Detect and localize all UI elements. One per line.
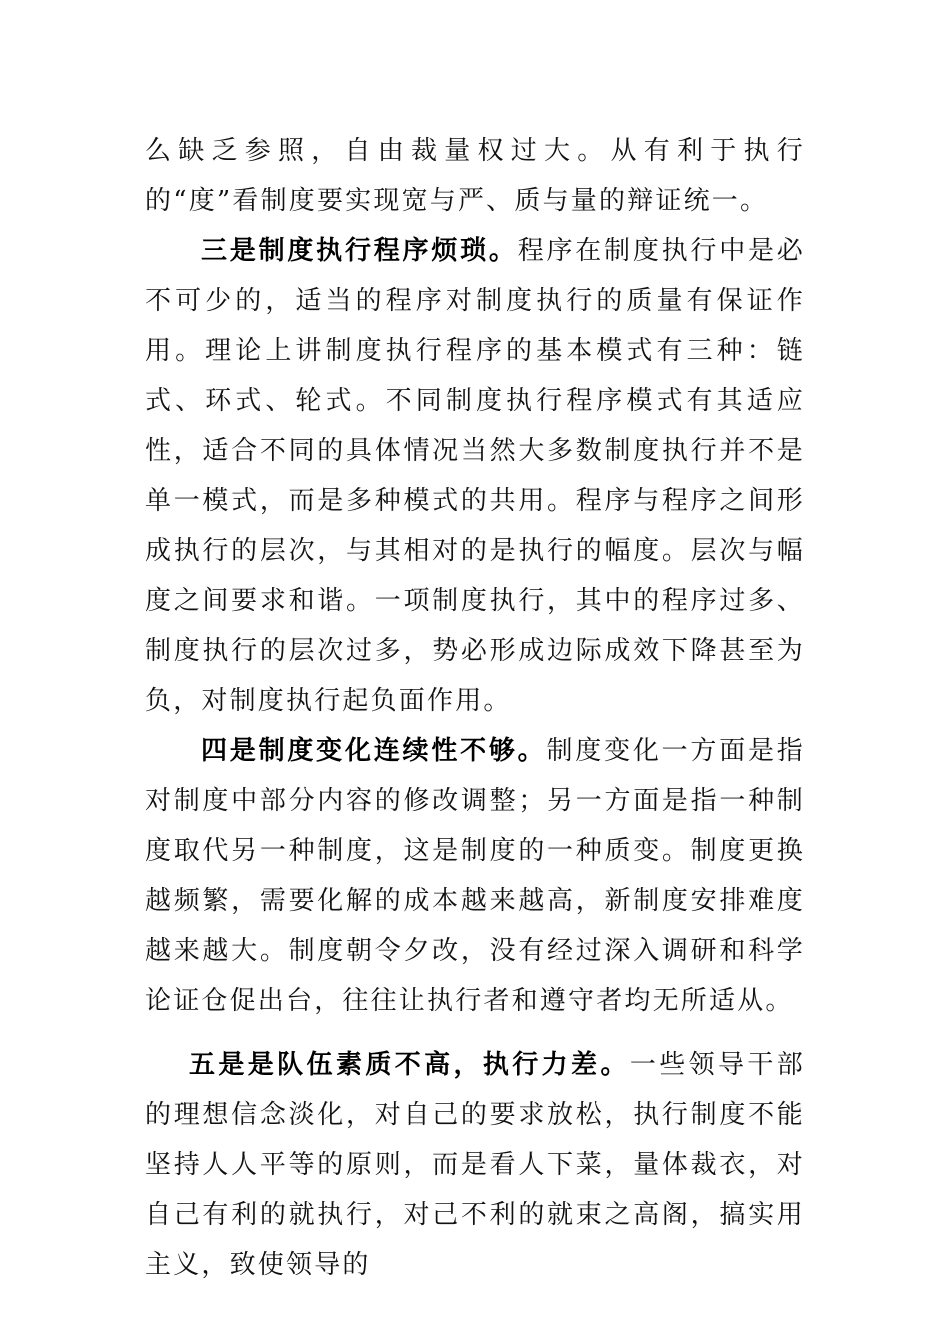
paragraph-point-five <box>145 1040 805 1290</box>
paragraph-heading: 五是是队伍素质不高，执行力差。 <box>189 1050 630 1080</box>
paragraph-text: 一些领导干部的理想信念淡化，对自己的要求放松，执行制度不能坚持人人平等的原则，而是看人下菜，量体裁衣，对自己有利的就执行，对己不利的就束之高阁，搞实用主义，致使领导的 <box>145 1050 805 1280</box>
paragraph-text: 制度变化一方面是指对制度中部分内容的修改调整；另一方面是指一种制度取代另一种制度，这是制度的一种质变。制度更换越频繁，需要化解的成本越来越高，新制度安排难度越来越大。制度朝令夕改，没有经过深入调研和科学论证仓促出台，往往让执行者和遵守者均无所适从。 <box>145 736 805 1016</box>
paragraph-text: 程序在制度执行中是必不可少的，适当的程序对制度执行的质量有保证作用。理论上讲制度执行程序的基本模式有三种：链式、环式、轮式。不同制度执行程序模式有其适应性，适合不同的具体情况当然大多数制度执行并不是单一模式，而是多种模式的共用。程序与程序之间形成执行的层次，与其相对的是执行的幅度。层次与幅度之间要求和谐。一项制度执行，其中的程序过多、制度执行的层次过多，势必形成边际成效下降甚至为负，对制度执行起负面作用。 <box>145 236 805 716</box>
paragraph-heading: 四是制度变化连续性不够。 <box>201 736 547 766</box>
paragraph-continuation <box>145 126 805 226</box>
paragraph-heading: 三是制度执行程序烦琐。 <box>201 236 518 266</box>
paragraph-point-four <box>145 726 805 1026</box>
paragraph-text: 么缺乏参照，自由裁量权过大。从有利于执行的“度”看制度要实现宽与严、质与量的辩证统一。 <box>145 136 805 216</box>
document-body <box>145 126 805 1290</box>
paragraph-point-three <box>145 226 805 726</box>
